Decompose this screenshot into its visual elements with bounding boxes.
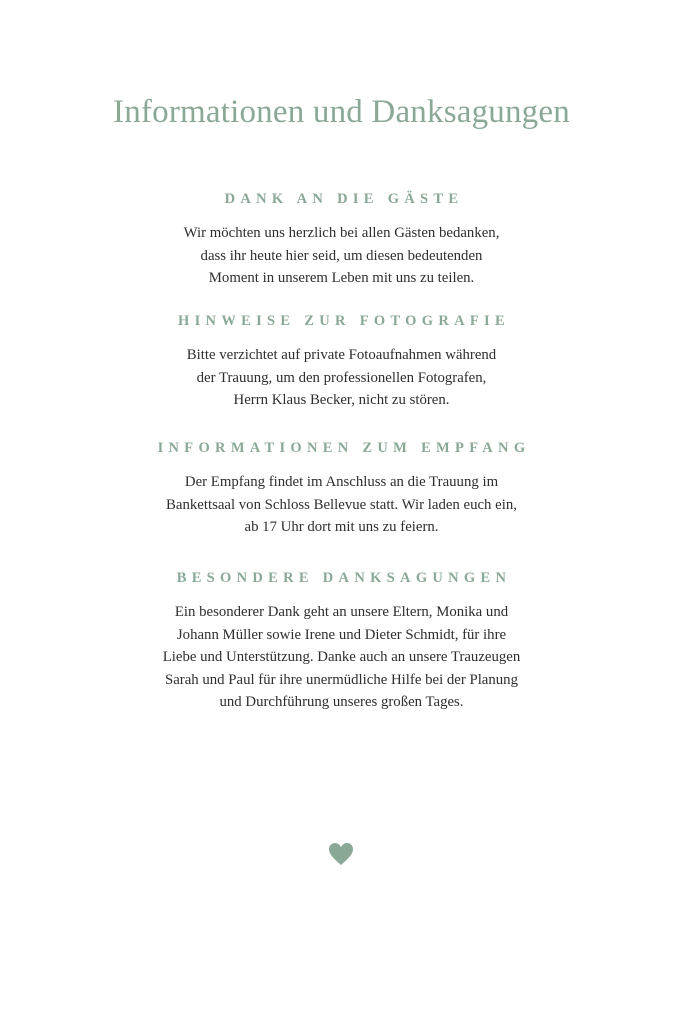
section-heading: DANK AN DIE GÄSTE (224, 191, 464, 207)
section-thanks-guests (0, 190, 683, 290)
section-text: Wir möchten uns herzlich bei allen Gästen bedanken, dass ihr heute hier seid, um diesen bedeutenden Moment in unserem Leben mit uns zu teilen. (183, 225, 500, 286)
section-text: Ein besonderer Dank geht an unsere Eltern, Monika und Johann Müller sowie Irene und Dieter Schmidt, für ihre Liebe und Unterstützung. Danke auch an unsere Trauzeugen Sarah und Paul für ihre unermüdliche Hilfe bei der Planung und Durchführung unseres großen Tages. (162, 604, 521, 710)
section-heading: HINWEISE ZUR FOTOGRAFIE (178, 313, 510, 329)
section-reception-info (0, 439, 683, 539)
section-photography-notes (0, 312, 683, 412)
section-special-thanks (0, 569, 683, 714)
section-text: Bitte verzichtet auf private Fotoaufnahmen während der Trauung, um den professionellen Fotografen, Herrn Klaus Becker, nicht zu stören. (186, 347, 497, 408)
section-heading: BESONDERE DANKSAGUNGEN (176, 570, 512, 586)
page-title: Informationen und Danksagungen (113, 94, 570, 130)
section-text: Der Empfang findet im Anschluss an die Trauung im Bankettsaal von Schloss Bellevue statt. Wir laden euch ein, ab 17 Uhr dort mit uns zu feiern. (166, 474, 517, 535)
section-heading: INFORMATIONEN ZUM EMPFANG (157, 440, 531, 456)
heart-icon (328, 842, 354, 866)
